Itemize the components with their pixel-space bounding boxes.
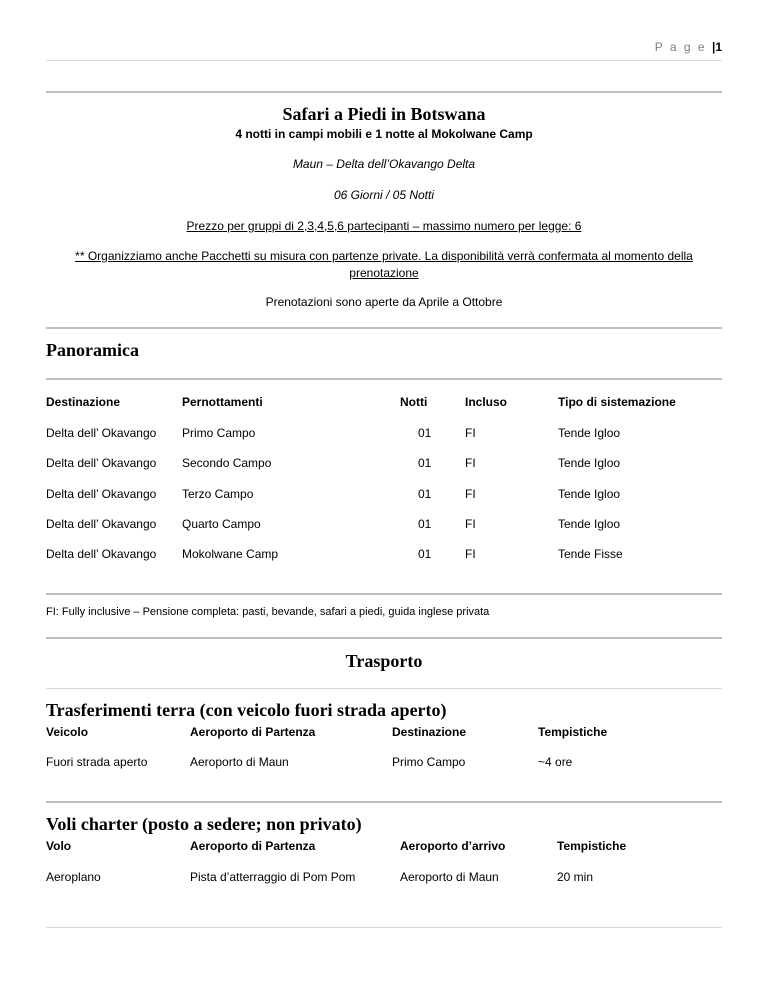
transport-heading: Trasporto (345, 651, 423, 671)
cell-pernottamento: Primo Campo (182, 426, 256, 440)
col-destinazione: Destinazione (46, 395, 121, 409)
cell-incluso: FI (465, 517, 476, 531)
col-incluso: Incluso (465, 395, 508, 409)
cell-destinazione: Primo Campo (392, 755, 466, 769)
col-aeroporto-partenza: Aeroporto di Partenza (190, 725, 316, 739)
bookings-text: Prenotazioni sono aperte da Aprile a Ottobre (265, 295, 503, 309)
transport-heading-divider (46, 688, 722, 689)
cell-sistemazione: Tende Igloo (558, 487, 621, 501)
cell-notti: 01 (418, 517, 432, 531)
cell-veicolo: Fuori strada aperto (46, 755, 148, 769)
cell-pernottamento: Mokolwane Camp (182, 547, 279, 561)
cell-tempistiche: 20 min (557, 870, 594, 884)
overview-heading: Panoramica (46, 340, 139, 360)
cell-pernottamento: Terzo Campo (182, 487, 254, 501)
cell-aeroporto-partenza: Pista d’atterraggio di Pom Pom (190, 870, 356, 884)
col-veicolo: Veicolo (46, 725, 89, 739)
price-text (46, 219, 722, 233)
cell-notti: 01 (418, 426, 432, 440)
page-bottom-divider (46, 927, 722, 928)
cell-destinazione: Delta dell’ Okavango (46, 547, 157, 561)
page-label: P a g e (654, 40, 707, 54)
cell-destinazione: Delta dell’ Okavango (46, 456, 157, 470)
document-subtitle: 4 notti in campi mobili e 1 notte al Mokolwane Camp (235, 127, 533, 141)
col-volo: Volo (46, 839, 72, 853)
inclusive-footnote: FI: Fully inclusive – Pensione completa: pasti, bevande, safari a piedi, guida inglese privata (46, 606, 490, 618)
cell-sistemazione: Tende Igloo (558, 517, 621, 531)
cell-pernottamento: Secondo Campo (182, 456, 272, 470)
price-line: Prezzo per gruppi di 2,3,4,5,6 partecipanti – massimo numero per legge: 6 (186, 219, 582, 233)
cell-aeroporto-partenza: Aeroporto di Maun (190, 755, 289, 769)
transport-top-divider (46, 637, 722, 639)
col-aeroporto-partenza: Aeroporto di Partenza (190, 839, 316, 853)
cell-sistemazione: Tende Igloo (558, 426, 621, 440)
custom-packages-line2: prenotazione (349, 266, 419, 280)
header-divider (46, 60, 722, 61)
cell-sistemazione: Tende Fisse (558, 547, 623, 561)
cell-destinazione: Delta dell’ Okavango (46, 517, 157, 531)
cell-notti: 01 (418, 487, 432, 501)
ground-transfers-heading: Trasferimenti terra (con veicolo fuori strada aperto) (46, 700, 447, 720)
overview-top-divider (46, 327, 722, 329)
col-tempistiche: Tempistiche (557, 839, 627, 853)
page-header (655, 40, 722, 54)
cell-notti: 01 (418, 547, 432, 561)
page-number: 1 (715, 40, 722, 54)
charter-flights-heading: Voli charter (posto a sedere; non privato) (46, 814, 362, 834)
custom-packages-line1: ** Organizziamo anche Pacchetti su misura con partenze private. La disponibilità verrà confermata al momento della (75, 249, 693, 263)
cell-destinazione: Delta dell’ Okavango (46, 487, 157, 501)
cell-volo: Aeroplano (46, 870, 101, 884)
cell-incluso: FI (465, 426, 476, 440)
col-tipo-sistemazione: Tipo di sistemazione (558, 395, 676, 409)
overview-bottom-divider (46, 593, 722, 595)
cell-sistemazione: Tende Igloo (558, 456, 621, 470)
custom-packages-note (46, 248, 722, 282)
col-destinazione: Destinazione (392, 725, 467, 739)
col-tempistiche: Tempistiche (538, 725, 608, 739)
cell-pernottamento: Quarto Campo (182, 517, 261, 531)
document-title: Safari a Piedi in Botswana (282, 104, 486, 124)
cell-incluso: FI (465, 487, 476, 501)
duration-text: 06 Giorni / 05 Notti (333, 188, 435, 202)
cell-notti: 01 (418, 456, 432, 470)
col-notti: Notti (400, 395, 428, 409)
ground-bottom-divider (46, 801, 722, 803)
cell-incluso: FI (465, 547, 476, 561)
page-separator: | (711, 40, 716, 54)
overview-heading-divider (46, 378, 722, 380)
cell-aeroporto-arrivo: Aeroporto di Maun (400, 870, 499, 884)
cell-destinazione: Delta dell’ Okavango (46, 426, 157, 440)
title-top-divider (46, 91, 722, 93)
cell-tempistiche: ~4 ore (538, 755, 573, 769)
cell-incluso: FI (465, 456, 476, 470)
col-pernottamenti: Pernottamenti (182, 395, 263, 409)
col-aeroporto-arrivo: Aeroporto d’arrivo (400, 839, 506, 853)
route-text: Maun – Delta dell’Okavango Delta (292, 157, 476, 171)
